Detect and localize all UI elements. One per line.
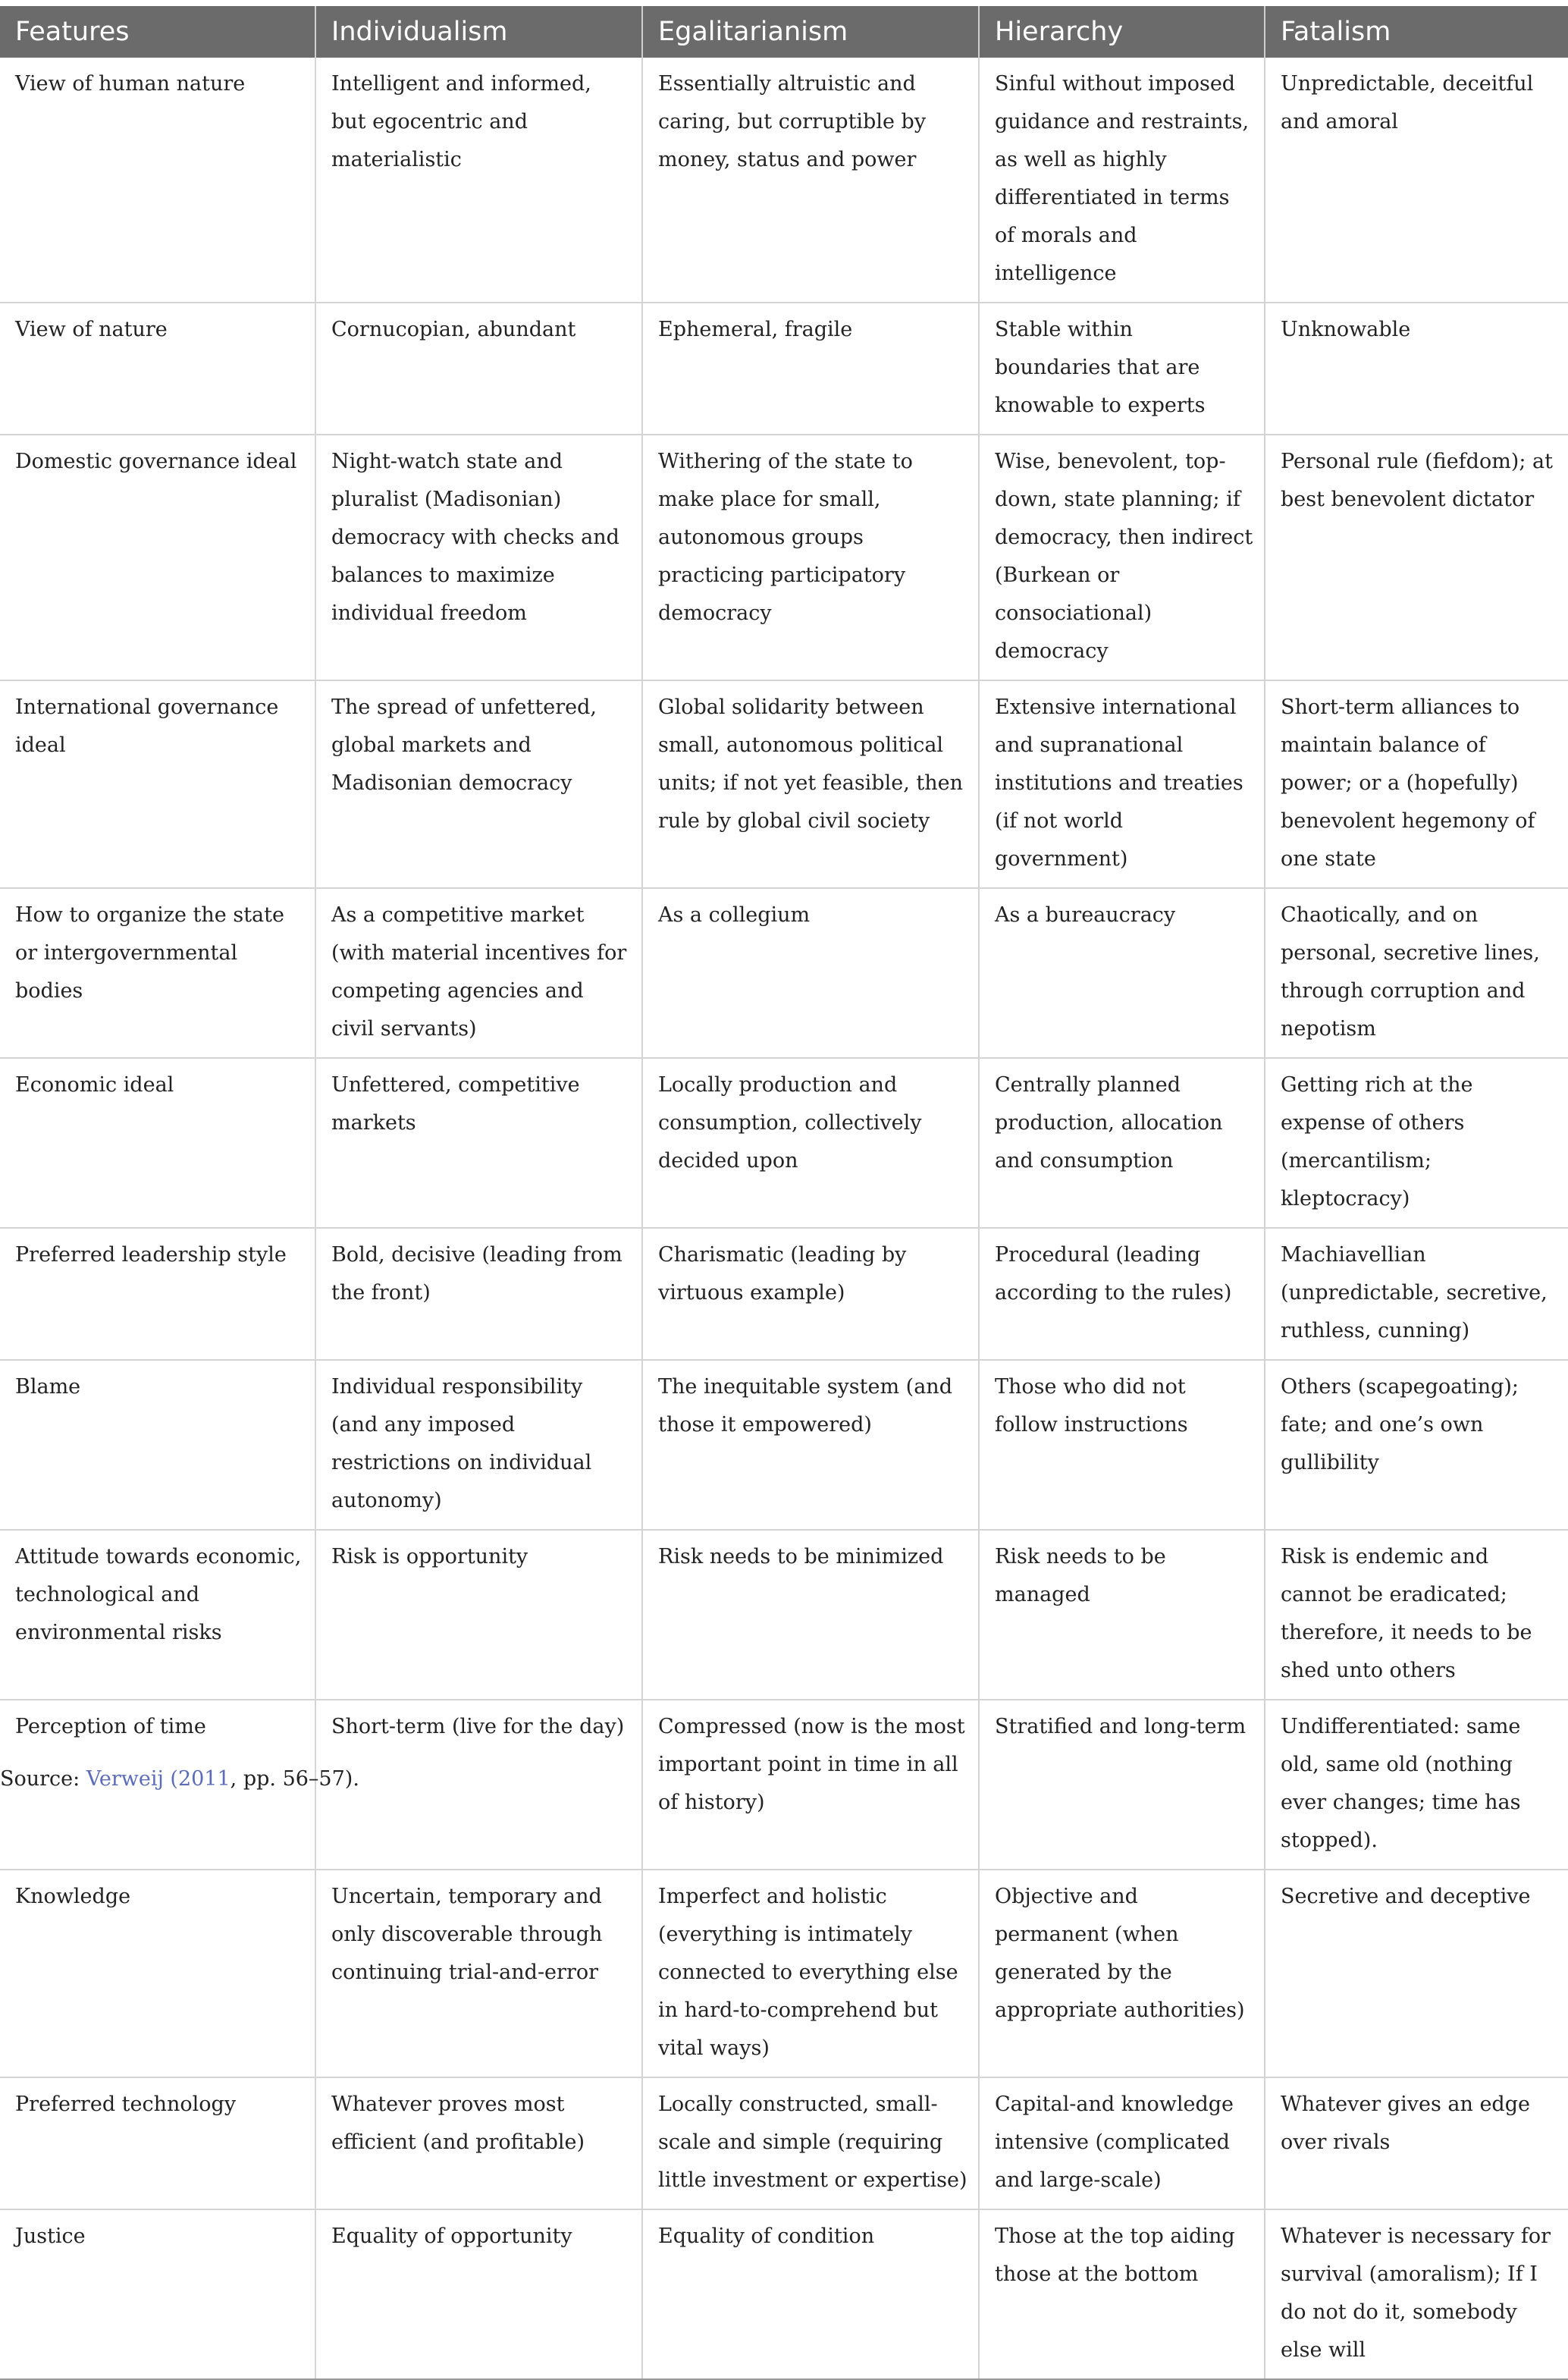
table-cell: Procedural (leading according to the rules) [979,1228,1265,1360]
table-cell: Whatever is necessary for survival (amoralism); If I do not do it, somebody else will [1265,2209,1568,2379]
table-cell: Undifferentiated: same old, same old (nothing ever changes; time has stopped). [1265,1700,1568,1870]
table-cell: Whatever proves most efficient (and profitable) [315,2077,642,2209]
table-cell: Withering of the state to make place for small, autonomous groups practicing participatory democracy [642,435,979,680]
table-cell: Whatever gives an edge over rivals [1265,2077,1568,2209]
table-cell: Short-term (live for the day) [315,1700,642,1870]
table-cell: Centrally planned production, allocation and consumption [979,1058,1265,1228]
table-cell: Stable within boundaries that are knowable to experts [979,303,1265,435]
table-cell: Secretive and deceptive [1265,1870,1568,2077]
table-row [0,58,1568,303]
table-header [0,6,1568,58]
cultural-theory-table [0,6,1568,2380]
feature-cell: Preferred technology [0,2077,315,2209]
table-cell: Personal rule (fiefdom); at best benevolent dictator [1265,435,1568,680]
table-cell: Imperfect and holistic (everything is intimately connected to everything else in hard-to-comprehend but vital ways) [642,1870,979,2077]
table-cell: As a competitive market (with material incentives for competing agencies and civil servants) [315,888,642,1058]
source-note [0,1764,359,1794]
table-row [0,680,1568,888]
table-row [0,1530,1568,1700]
table-cell: Cornucopian, abundant [315,303,642,435]
table-cell: Risk is endemic and cannot be eradicated; therefore, it needs to be shed unto others [1265,1530,1568,1700]
table-cell: Individual responsibility (and any imposed restrictions on individual autonomy) [315,1360,642,1530]
feature-cell: Attitude towards economic, technological and environmental risks [0,1530,315,1700]
table-cell: Machiavellian (unpredictable, secretive, ruthless, cunning) [1265,1228,1568,1360]
feature-cell: Domestic governance ideal [0,435,315,680]
table-cell: Unpredictable, deceitful and amoral [1265,58,1568,303]
feature-cell: Perception of time [0,1700,315,1870]
source-citation-link[interactable]: Verweij (2011 [86,1767,230,1791]
table-cell: Charismatic (leading by virtuous example) [642,1228,979,1360]
table-cell: Equality of opportunity [315,2209,642,2379]
table-row [0,1870,1568,2077]
table-cell: Objective and permanent (when generated by the appropriate authorities) [979,1870,1265,2077]
table-cell: Stratified and long-term [979,1700,1265,1870]
table-cell: Chaotically, and on personal, secretive lines, through corruption and nepotism [1265,888,1568,1058]
table-cell: Unknowable [1265,303,1568,435]
header-hierarchy: Hierarchy [979,6,1265,58]
table-cell: Risk needs to be managed [979,1530,1265,1700]
feature-cell: International governance ideal [0,680,315,888]
feature-cell: Justice [0,2209,315,2379]
table-cell: The spread of unfettered, global markets and Madisonian democracy [315,680,642,888]
header-individualism: Individualism [315,6,642,58]
table-cell: As a bureaucracy [979,888,1265,1058]
header-fatalism: Fatalism [1265,6,1568,58]
table-cell: Capital-and knowledge intensive (complicated and large-scale) [979,2077,1265,2209]
table-row [0,435,1568,680]
table-row [0,2209,1568,2379]
feature-cell: How to organize the state or intergovernmental bodies [0,888,315,1058]
table-cell: Getting rich at the expense of others (mercantilism; kleptocracy) [1265,1058,1568,1228]
table-container [0,6,1568,2380]
table-row [0,888,1568,1058]
table-cell: Ephemeral, fragile [642,303,979,435]
table-row [0,1228,1568,1360]
table-row [0,2077,1568,2209]
table-row [0,1058,1568,1228]
table-row [0,1360,1568,1530]
header-row [0,6,1568,58]
table-cell: Short-term alliances to maintain balance of power; or a (hopefully) benevolent hegemony of one state [1265,680,1568,888]
table-cell: The inequitable system (and those it empowered) [642,1360,979,1530]
table-cell: Locally constructed, small-scale and simple (requiring little investment or expertise) [642,2077,979,2209]
feature-cell: Blame [0,1360,315,1530]
table-cell: Intelligent and informed, but egocentric and materialistic [315,58,642,303]
table-cell: Those at the top aiding those at the bottom [979,2209,1265,2379]
table-cell: Wise, benevolent, top-down, state planning; if democracy, then indirect (Burkean or consociational) democracy [979,435,1265,680]
feature-cell: View of nature [0,303,315,435]
table-cell: Global solidarity between small, autonomous political units; if not yet feasible, then rule by global civil society [642,680,979,888]
table-cell: Sinful without imposed guidance and restraints, as well as highly differentiated in terms of morals and intelligence [979,58,1265,303]
table-cell: Equality of condition [642,2209,979,2379]
table-cell: Others (scapegoating); fate; and one’s own gullibility [1265,1360,1568,1530]
table-cell: Unfettered, competitive markets [315,1058,642,1228]
feature-cell: Economic ideal [0,1058,315,1228]
table-cell: Bold, decisive (leading from the front) [315,1228,642,1360]
table-cell: Risk needs to be minimized [642,1530,979,1700]
table-cell: Extensive international and supranational institutions and treaties (if not world government) [979,680,1265,888]
feature-cell: Preferred leadership style [0,1228,315,1360]
table-cell: Those who did not follow instructions [979,1360,1265,1530]
table-row [0,303,1568,435]
source-prefix: Source: [0,1767,86,1791]
table-cell: Compressed (now is the most important point in time in all of history) [642,1700,979,1870]
table-cell: Uncertain, temporary and only discoverable through continuing trial-and-error [315,1870,642,2077]
feature-cell: View of human nature [0,58,315,303]
header-egalitarianism: Egalitarianism [642,6,979,58]
table-cell: Risk is opportunity [315,1530,642,1700]
table-cell: Essentially altruistic and caring, but corruptible by money, status and power [642,58,979,303]
table-cell: Locally production and consumption, collectively decided upon [642,1058,979,1228]
table-cell: As a collegium [642,888,979,1058]
source-suffix: , pp. 56–57). [230,1767,359,1791]
table-body [0,58,1568,2379]
feature-cell: Knowledge [0,1870,315,2077]
header-features: Features [0,6,315,58]
table-cell: Night-watch state and pluralist (Madisonian) democracy with checks and balances to maximize individual freedom [315,435,642,680]
